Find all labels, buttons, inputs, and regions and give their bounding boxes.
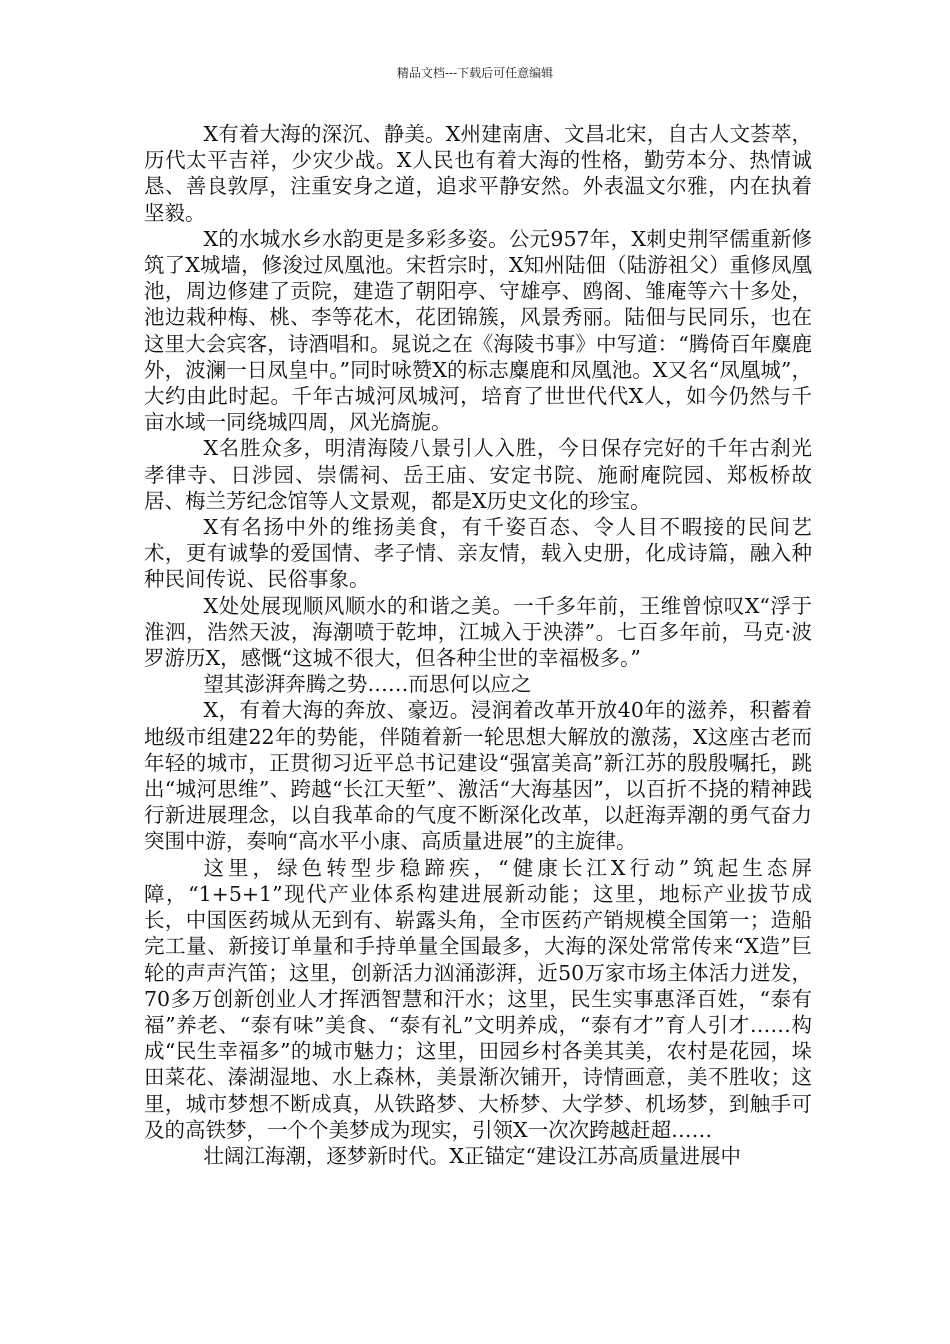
paragraph-cuisine-arts: X有名扬中外的维扬美食，有千姿百态、令人目不暇接的民间艺术，更有诚挚的爱国情、孝子情、亲友情，载入史册，化成诗篇，融入种种民间传说、民俗事象。 [144,515,812,592]
paragraph-scenic-spots: X名胜众多，明清海陵八景引人入胜，今日保存完好的千年古刹光孝律寺、日涉园、崇儒祠、岳王庙、安定书院、施耐庵院园、郑板桥故居、梅兰芳纪念馆等人文景观，都是X历史文化的珍宝。 [144,436,812,513]
document-body [144,121,812,1169]
paragraph-character: X有着大海的深沉、静美。X州建南唐、文昌北宋，自古人文荟萃，历代太平吉祥，少灾少战。X人民也有着大海的性格，勤劳本分、热情诚恳、善良敦厚，注重安身之道，追求平静安然。外表温文尔雅，内在执着坚毅。 [144,122,812,225]
paragraph-new-era: 壮阔江海潮，逐梦新时代。X正锚定“建设江苏高质量进展中 [203,1143,742,1168]
paragraph-reform: X，有着大海的奔放、豪迈。浸润着改革开放40年的滋养，积蓄着地级市组建22年的势能，伴随着新一轮思想大解放的激荡，X这座古老而年轻的城市，正贯彻习近平总书记建设“强富美高”新江苏的殷殷嘱托，跳出“城河思维”、跨越“长江天堑”、激活“大海基因”，以百折不挠的精神践行新进展理念，以自我革命的气度不断深化改革，以赶海弄潮的勇气奋力突围中游，奏响“高水平小康、高质量进展”的主旋律。 [144,698,812,854]
paragraph-achievements: 这里，绿色转型步稳蹄疾，“健康长江X行动”筑起生态屏障，“1+5+1”现代产业体系构建进展新动能；这里，地标产业拔节成长，中国医药城从无到有、崭露头角，全市医药产销规模全国第一；造船完工量、新接订单量和手持单量全国最多，大海的深处常常传来“X造”巨轮的声声汽笛；这里，创新活力汹涌澎湃，近50万家市场主体活力迸发，70多万创新创业人才挥洒智慧和汗水；这里，民生实事惠泽百姓，“泰有福”养老、“泰有味”美食、“泰有礼”文明养成，“泰有才”育人引才……构成“民生幸福多”的城市魅力；这里，田园乡村各美其美，农村是花园，垛田菜花、溱湖湿地、水上森林，美景渐次铺开，诗情画意，美不胜收；这里，城市梦想不断成真，从铁路梦、大桥梦、大学梦、机场梦，到触手可及的高铁梦，一个个美梦成为现实，引领X一次次跨越赶超…… [144,855,812,1142]
paragraph-harmony: X处处展现顺风顺水的和谐之美。一千多年前，王维曾惊叹X“浮于淮泗，浩然天波，海潮喷于乾坤，江城入于泱漭”。七百多年前，马克·波罗游历X，感慨“这城不很大，但各种尘世的幸福极多。” [144,593,812,671]
page-header: 精品文档---下载后可任意编辑 [396,66,554,80]
section-heading: 望其澎湃奔腾之势……而思何以应之 [203,672,532,697]
paragraph-water-city: X的水城水乡水韵更是多彩多姿。公元957年，X刺史荆罕儒重新修筑了X城墙，修浚过凤凰池。宋哲宗时，X知州陆佃（陆游祖父）重修凤凰池，周边修建了贡院，建造了朝阳亭、守雄亭、鸥阁、雏庵等六十多处，池边栽种梅、桃、李等花木，花团锦簇，风景秀丽。陆佃与民同乐，也在这里大会宾客，诗酒唱和。晁说之在《海陵书事》中写道：“腾倚百年麋鹿外，波澜一日凤皇中。”同时咏赞X的标志麋鹿和凤凰池。X又名“凤凰城”，大约由此时起。千年古城河凤城河，培育了世世代代X人，如今仍然与千亩水域一同绕城四周，风光旖旎。 [144,226,812,435]
